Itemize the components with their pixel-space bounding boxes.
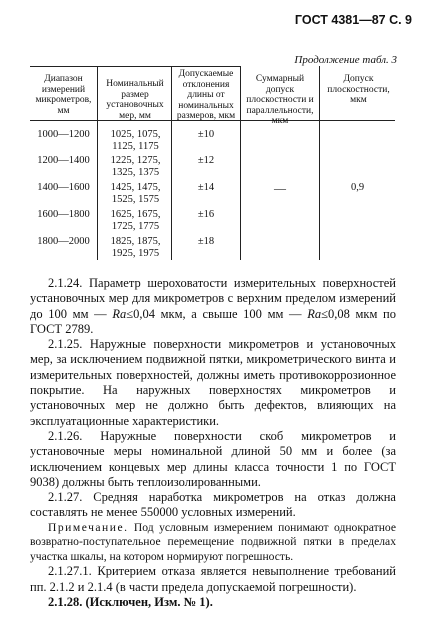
row4-range: 1600—1800	[37, 209, 90, 220]
sum-tolerance-value: —	[274, 181, 286, 195]
note-body: Под условным измерением понимают однократное возвратно-поступательное перемещение подвижной пятки в пределах участка шкалы, на котором нормируют погрешность.	[30, 520, 396, 563]
row2-range: 1200—1400	[37, 155, 90, 166]
header-sum-tolerance: Суммарный допуск плоскостности и параллельности, мкм	[246, 74, 314, 126]
row5-range: 1800—2000	[37, 236, 90, 247]
col-divider-1	[97, 66, 98, 260]
body-text	[30, 276, 396, 610]
row3-range: 1400—1600	[37, 182, 90, 193]
paragraph-2-1-26: 2.1.26. Наружные поверхности скоб микрометров и установочные меры номинальной длиной 50 мм и более (за исключением концевых мер длины класса точности 1 по ГОСТ 9038) должны быть теплоизолированными.	[30, 428, 396, 489]
table-continuation-label: Продолжение табл. 3	[294, 54, 397, 66]
header-range: Диапазон измерений микрометров, мм	[35, 74, 92, 116]
paragraph-2-1-27: 2.1.27. Средняя наработка микрометров на отказ должна составлять не менее 550000 условных измерений.	[30, 490, 396, 520]
table-top-border	[30, 66, 240, 67]
header-nominal-size: Номинальный размер установочных мер, мм	[106, 79, 164, 121]
paragraph-2-1-27-1: 2.1.27.1. Критерием отказа является невыполнение требований пп. 2.1.2 и 2.1.4 (в части предела допускаемой погрешности).	[30, 564, 396, 594]
header-deviation: Допускаемые отклонения длины от номинальных размеров, мкм	[176, 69, 236, 121]
header-flatness: Допуск плоскостности, мкм	[327, 74, 390, 105]
row2-sizes: 1225, 1275, 1325, 1375	[110, 155, 161, 178]
row4-sizes: 1625, 1675, 1725, 1775	[110, 209, 161, 232]
paragraph-2-1-25: 2.1.25. Наружные поверхности микрометров и установочных мер, за исключением подвижной пятки, микрометрического винта и измерительных поверхностей, должны иметь противокоррозионное покрытие. На наружных поверхностях микрометров и установочных мер не должно быть дефектов, влияющих на эксплуатационные характеристики.	[30, 337, 396, 428]
row1-sizes: 1025, 1075, 1125, 1175	[110, 129, 161, 152]
paragraph-2-1-24: 2.1.24. Параметр шероховатости измерительных поверхностей установочных мер для микрометров с верхним пределом измерений до 100 мм — Ra≤0,04 мкм, а свыше 100 мм — Ra≤0,08 мкм по ГОСТ 2789.	[30, 276, 396, 336]
row5-sizes: 1825, 1875, 1925, 1975	[110, 236, 161, 259]
flatness-value: 0,9	[350, 182, 365, 193]
row3-deviation: ±14	[197, 182, 215, 193]
tolerance-table	[30, 66, 395, 260]
row3-sizes: 1425, 1475, 1525, 1575	[110, 182, 161, 205]
col-divider-4	[319, 66, 320, 260]
paragraph-2-1-28: 2.1.28. (Исключен, Изм. № 1).	[48, 594, 213, 609]
row1-range: 1000—1200	[37, 129, 90, 140]
row4-deviation: ±16	[197, 209, 215, 220]
row5-deviation: ±18	[197, 236, 215, 247]
note-label: Примечание.	[48, 520, 129, 534]
page-header: ГОСТ 4381—87 С. 9	[294, 13, 412, 27]
note	[30, 521, 396, 565]
row2-deviation: ±12	[197, 155, 215, 166]
row1-deviation: ±10	[197, 129, 215, 140]
